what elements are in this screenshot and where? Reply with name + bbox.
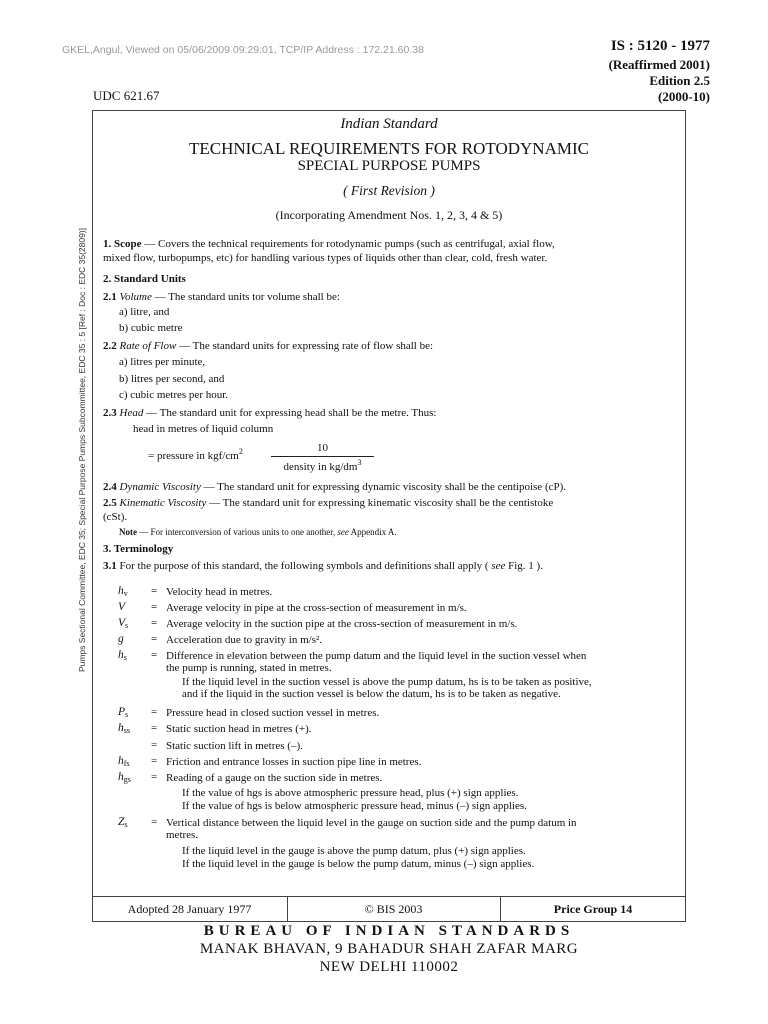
definition-text: Vertical distance between the liquid level in the gauge on suction side and the pump datum in <box>166 817 577 829</box>
equals-sign: = <box>151 706 158 718</box>
clause-number: 3.1 <box>103 560 117 572</box>
clause-label: Kinematic Viscosity <box>119 497 207 509</box>
definition-text-2: the pump is running, stated in metres. <box>166 662 332 674</box>
scope-heading: 1. Scope <box>103 238 142 250</box>
note-text: — For interconversion of various units to one another, <box>137 527 338 537</box>
definition-text-4: and if the liquid in the suction vessel is below the datum, hs is to be taken as negative. <box>182 688 561 700</box>
definition-text-3: If the liquid level in the suction vessel is above the pump datum, hs is to be taken as positive, <box>182 676 592 688</box>
equals-sign: = <box>151 601 158 613</box>
edition-label: Edition 2.5 <box>649 73 710 88</box>
scope-text-2: mixed flow, turbopumps, etc) for handling various types of liquids other than clear, cold, fresh water. <box>103 252 548 264</box>
intro-tail: Fig. 1 ). <box>505 560 543 572</box>
definition-text: Velocity head in metres. <box>166 586 273 598</box>
head-clause <box>103 406 677 420</box>
symbol-hgs: $h_{gs}$ <box>118 771 131 784</box>
symbol-hs: $h_s$ <box>118 649 127 662</box>
clause-number: 2.1 <box>103 291 117 303</box>
reaffirmed-note: (Reaffirmed 2001) <box>608 57 710 72</box>
definition-text-2: metres. <box>166 829 199 841</box>
definition-text-3: If the liquid level in the gauge is above the pump datum, plus (+) sign applies. <box>182 845 526 857</box>
formula-superscript: 2 <box>238 447 243 456</box>
clause-number: 2.2 <box>103 340 117 352</box>
symbol-g: g <box>118 633 124 645</box>
volume-item-b: b) cubic metre <box>119 322 183 334</box>
definition-text-4: If the liquid level in the gauge is below the pump datum, minus (–) sign applies. <box>182 858 535 870</box>
definition-text-2: If the value of hgs is above atmospheric pressure head, plus (+) sign applies. <box>182 787 519 799</box>
page-subtitle: SPECIAL PURPOSE PUMPS <box>297 158 481 174</box>
symbol-v: V <box>118 601 126 613</box>
clause-text: — The standard unit for expressing dynamic viscosity shall be the centipoise (cP). <box>200 481 567 493</box>
symbol-hss: $h_{ss}$ <box>118 722 130 735</box>
head-formula-line1: head in metres of liquid column <box>133 423 274 435</box>
definition-text: Acceleration due to gravity in m/s². <box>166 634 323 646</box>
clause-text-2: (cSt). <box>103 511 128 523</box>
note-label: Note <box>119 527 137 537</box>
standard-number: IS : 5120 - 1977 <box>610 38 710 54</box>
clause-text: — The standard unit for expressing head shall be the metre. Thus: <box>143 407 437 419</box>
definition-text: Average velocity in pipe at the cross-section of measurement in m/s. <box>166 602 467 614</box>
bureau-address: MANAK BHAVAN, 9 BAHADUR SHAH ZAFAR MARG <box>199 941 579 957</box>
equals-sign: = <box>151 617 158 629</box>
clause-text: — The standard units tor volume shall be: <box>151 291 340 303</box>
definition-text: Friction and entrance losses in suction pipe line in metres. <box>166 756 422 768</box>
units-note <box>119 527 397 537</box>
intro-see: see <box>491 560 506 572</box>
definition-text: Average velocity in the suction pipe at the cross-section of measurement in m/s. <box>166 618 518 630</box>
copyright-notice: © BIS 2003 <box>364 902 423 916</box>
flow-clause <box>103 339 677 353</box>
clause-label: Rate of Flow <box>119 340 177 352</box>
udc-code: UDC 621.67 <box>93 88 160 103</box>
note-tail: Appendix A. <box>348 527 397 537</box>
flow-item-c: c) cubic metres per hour. <box>119 389 229 401</box>
scope-paragraph <box>103 237 677 265</box>
volume-item-a: a) litre, and <box>119 306 170 318</box>
equals-sign: = <box>151 739 158 751</box>
symbol-hfs: $h_{fs}$ <box>118 755 130 768</box>
intro-text: For the purpose of this standard, the following symbols and definitions shall apply ( <box>116 560 492 572</box>
access-watermark: GKEL,Angul, Viewed on 05/06/2009 09:29:01, TCP/IP Address : 172.21.60.38 <box>62 44 424 56</box>
clause-label: Head <box>119 407 144 419</box>
equals-sign: = <box>151 771 158 783</box>
equals-sign: = <box>151 633 158 645</box>
formula-prefix: = pressure in kgf/cm <box>148 450 239 462</box>
symbol-ps: $P_s$ <box>118 706 129 719</box>
formula-numerator: 10 <box>317 442 328 454</box>
footer-divider <box>92 896 686 897</box>
clause-number: 2.3 <box>103 407 117 419</box>
equals-sign: = <box>151 585 158 597</box>
amendments-label: (Incorporating Amendment Nos. 1, 2, 3, 4 & 5) <box>275 208 503 222</box>
adopted-date: Adopted 28 January 1977 <box>127 902 252 916</box>
clause-number: 2.4 <box>103 481 117 493</box>
definition-text: Difference in elevation between the pump datum and the liquid level in the suction vessel when <box>166 650 587 662</box>
units-heading: 2. Standard Units <box>103 273 186 285</box>
price-group: Price Group 14 <box>553 902 633 916</box>
definition-text: Pressure head in closed suction vessel in metres. <box>166 707 380 719</box>
dynamic-viscosity-clause <box>103 480 677 494</box>
clause-label: Volume <box>119 291 152 303</box>
definition-text-3: If the value of hgs is below atmospheric pressure head, minus (–) sign applies. <box>182 800 527 812</box>
title-kicker: Indian Standard <box>340 116 438 132</box>
clause-text: — The standard units for expressing rate of flow shall be: <box>176 340 434 352</box>
volume-clause <box>103 290 677 304</box>
definition-text: Static suction lift in metres (–). <box>166 740 303 752</box>
equals-sign: = <box>151 755 158 767</box>
committee-side-note: Pumps Sectional Committee, EDC 35; Special Purpose Pumps Subcommittee, EDC 35 : 5 [Ref : Doc : EDC 35(2809)] <box>77 227 87 673</box>
clause-label: Dynamic Viscosity <box>119 481 201 493</box>
bureau-city: NEW DELHI 110002 <box>319 959 459 975</box>
definition-text: Static suction head in metres (+). <box>166 723 312 735</box>
revision-label: ( First Revision ) <box>343 183 435 198</box>
definition-text: Reading of a gauge on the suction side in metres. <box>166 772 383 784</box>
flow-item-a: a) litres per minute, <box>119 356 206 368</box>
bureau-name: BUREAU OF INDIAN STANDARDS <box>203 923 575 939</box>
symbol-zs: $Z_s$ <box>118 816 128 829</box>
fraction-bar <box>271 456 374 457</box>
edition-date: (2000-10) <box>658 89 710 104</box>
equals-sign: = <box>151 816 158 828</box>
clause-text: — The standard unit for expressing kinematic viscosity shall be the centistoke <box>206 497 554 509</box>
flow-item-b: b) litres per second, and <box>119 373 225 385</box>
denominator-text: density in kg/dm <box>283 461 358 473</box>
terminology-intro <box>103 559 677 573</box>
head-formula-lhs <box>148 447 243 462</box>
kinematic-viscosity-clause <box>103 496 677 524</box>
denominator-superscript: 3 <box>357 458 362 467</box>
equals-sign: = <box>151 649 158 661</box>
symbol-hv: $h_v$ <box>118 585 128 598</box>
clause-number: 2.5 <box>103 497 117 509</box>
symbol-vs: $V_s$ <box>118 617 129 630</box>
scope-text-1: — Covers the technical requirements for rotodynamic pumps (such as centrifugal, axial flow, <box>141 238 555 250</box>
note-see: see <box>337 527 349 537</box>
equals-sign: = <box>151 722 158 734</box>
terminology-heading: 3. Terminology <box>103 543 174 555</box>
formula-denominator <box>271 458 374 473</box>
page-title: TECHNICAL REQUIREMENTS FOR ROTODYNAMIC <box>189 139 589 158</box>
